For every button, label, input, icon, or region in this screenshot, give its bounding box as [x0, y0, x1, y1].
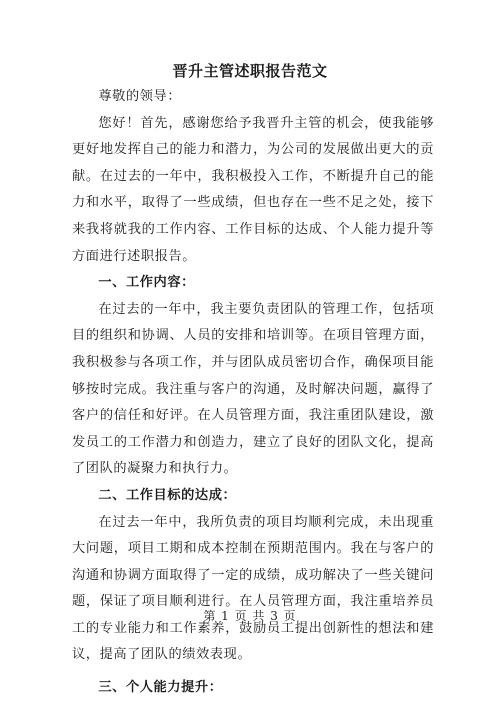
section-heading-goal-achievement: 二、工作目标的达成： [98, 487, 237, 503]
page-footer: 第 1 页 共 3 页 [203, 609, 297, 623]
document-title: 晋升主管述职报告范文 [172, 62, 328, 80]
salutation: 尊敬的领导： [98, 89, 182, 104]
section-body-goal-achievement: 在过去一年中，我所负责的项目均顺利完成，未出现重大问题，项目工期和成本控制在预期范围内。我在与客户的沟通和协调方面取得了一定的成绩，成功解决了一些关键问题，保证了项目顺利进行。在人员管理方面，我注重培养员工的专业能力和工作素养，鼓励员工提出创新性的想法和建议，提高了团队的绩效表现。 [72, 514, 434, 663]
section-body-work-content: 在过去的一年中，我主要负责团队的管理工作，包括项目的组织和协调、人员的安排和培训等。在项目管理方面，我积极参与各项工作，并与团队成员密切合作，确保项目能够按时完成。我注重与客户的沟通，及时解决问题，赢得了客户的信任和好评。在人员管理方面，我注重团队建设，激发员工的工作潜力和创造力，建立了良好的团队文化，提高了团队的凝聚力和执行力。 [72, 301, 434, 477]
section-heading-ability-improvement: 三、个人能力提升： [98, 680, 223, 696]
intro-paragraph: 您好！首先，感谢您给予我晋升主管的机会，使我能够更好地发挥自己的能力和潜力，为公司的发展做出更大的贡献。在过去的一年中，我积极投入工作，不断提升自己的能力和水平，取得了一些成绩，但也存在一些不足之处，接下来我将就我的工作内容、工作目标的达成、个人能力提升等方面进行述职报告。 [72, 115, 434, 264]
section-heading-work-content: 一、工作内容： [98, 275, 195, 291]
